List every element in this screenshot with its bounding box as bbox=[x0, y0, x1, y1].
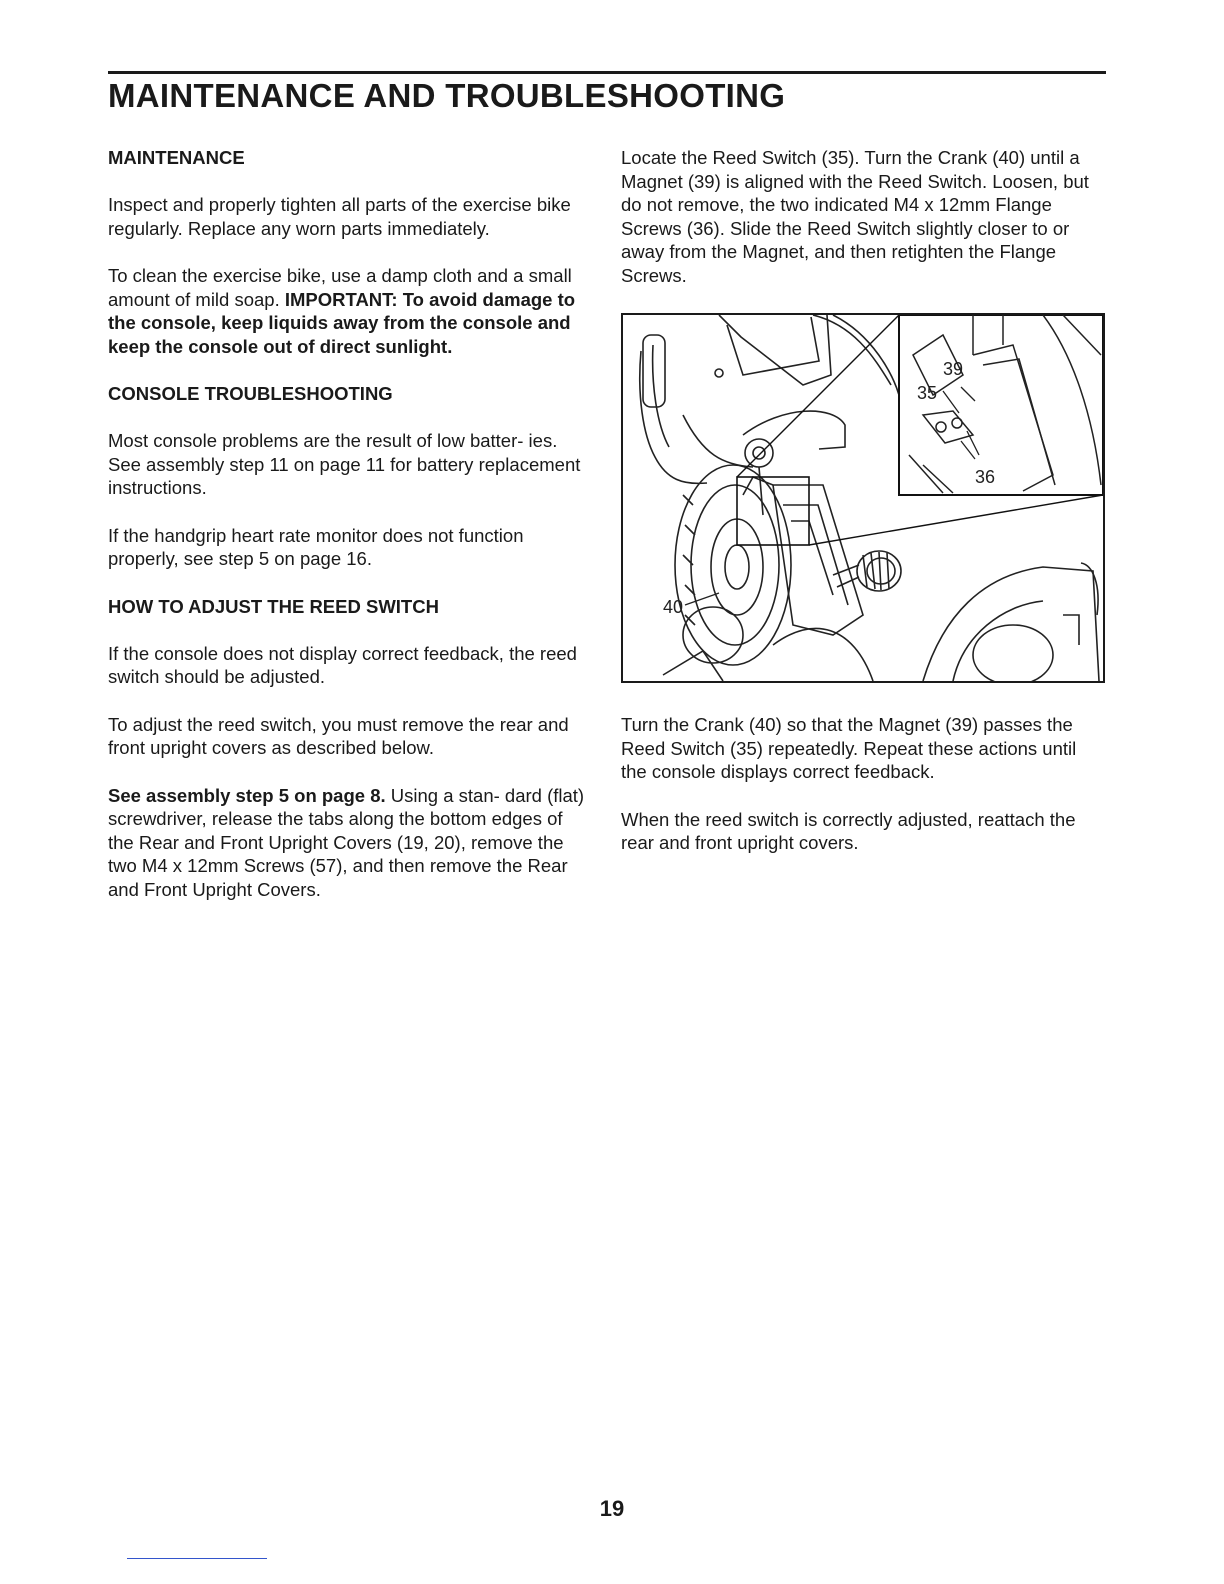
reed-switch-paragraph-5: Turn the Crank (40) so that the Magnet (39) passes the Reed Switch (35) repeatedly. Repeat these actions until the console displays correct feedback. bbox=[621, 714, 1077, 782]
title-rule bbox=[108, 71, 1106, 74]
cover-removal-text: Using a stan- dard (flat) screwdriver, release the tabs along the bottom edges of the Rear and Front Upright Covers (19, 20), remove the two M4 x 12mm Screws (57), and then remove the Rear and Front Upright Covers. bbox=[108, 784, 585, 900]
callout-35: 35 bbox=[917, 383, 938, 403]
reed-switch-illustration bbox=[621, 313, 1105, 683]
console-paragraph-1: Most console problems are the result of low batter- ies. See assembly step 11 on page 11 for battery replacement instructions. bbox=[108, 430, 581, 498]
callout-36: 36 bbox=[975, 467, 996, 487]
maintenance-paragraph-2 bbox=[108, 264, 590, 358]
cleaning-text: To clean the exercise bike, use a damp cloth and a small amount of mild soap. bbox=[108, 265, 572, 310]
reed-switch-paragraph-3 bbox=[108, 784, 590, 902]
page-number: 19 bbox=[599, 1496, 625, 1521]
left-column bbox=[108, 146, 590, 925]
callout-39: 39 bbox=[943, 359, 964, 379]
reed-switch-paragraph-6: When the reed switch is correctly adjusted, reattach the rear and front upright covers. bbox=[621, 808, 1076, 853]
maintenance-heading: MAINTENANCE bbox=[108, 147, 245, 168]
assembly-step-reference: See assembly step 5 on page 8. bbox=[108, 784, 386, 806]
right-column bbox=[621, 146, 1107, 879]
callout-40: 40 bbox=[663, 597, 684, 617]
reed-switch-paragraph-2: To adjust the reed switch, you must remove the rear and front upright covers as described below. bbox=[108, 713, 569, 758]
page-title: MAINTENANCE AND TROUBLESHOOTING bbox=[108, 77, 786, 114]
bike-drawing bbox=[623, 315, 1103, 681]
reed-switch-paragraph-1: If the console does not display correct feedback, the reed switch should be adjusted. bbox=[108, 642, 577, 687]
reed-switch-paragraph-4: Locate the Reed Switch (35). Turn the Crank (40) until a Magnet (39) is aligned with the Reed Switch. Loosen, but do not remove, the two indicated M4 x 12mm Flange Screws (36). Slide the Reed Switch slightly closer to or away from the Magnet, and then retighten the Flange Screws. bbox=[621, 147, 1089, 286]
footer-line bbox=[127, 1558, 267, 1559]
maintenance-paragraph-1: Inspect and properly tighten all parts of the exercise bike regularly. Replace any worn parts immediately. bbox=[108, 194, 571, 239]
console-troubleshooting-heading: CONSOLE TROUBLESHOOTING bbox=[108, 383, 393, 404]
important-notice: IMPORTANT: To avoid damage to the console, keep liquids away from the console and keep the console out of direct sunlight. bbox=[108, 288, 576, 357]
reed-switch-heading: HOW TO ADJUST THE REED SWITCH bbox=[108, 595, 439, 617]
console-paragraph-2: If the handgrip heart rate monitor does not function properly, see step 5 on page 16. bbox=[108, 524, 524, 569]
